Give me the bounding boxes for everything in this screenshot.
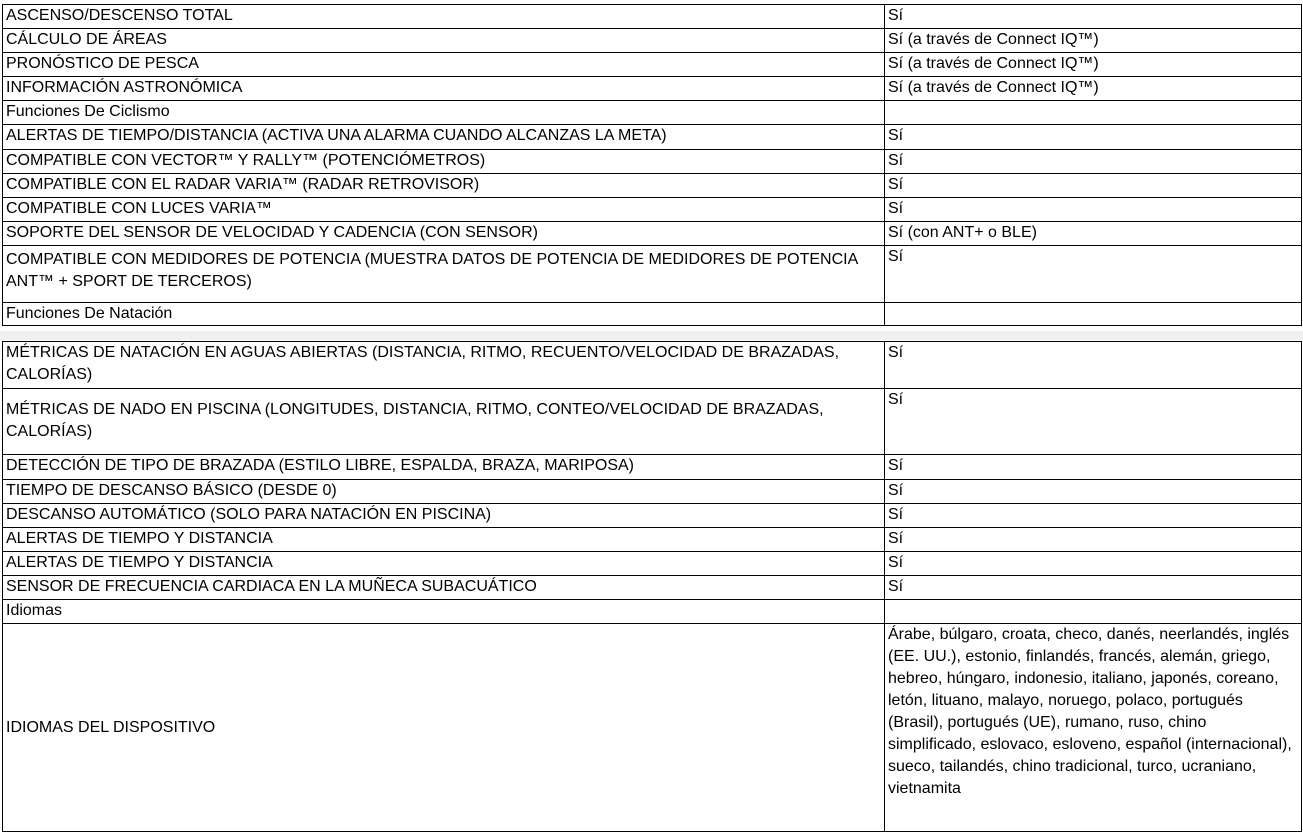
- table-row: [3, 624, 1302, 832]
- value-cell: Sí: [885, 480, 1302, 504]
- section-header-row: [3, 101, 1302, 125]
- table-row: [3, 125, 1302, 150]
- feature-cell: ALERTAS DE TIEMPO/DISTANCIA (ACTIVA UNA ALARMA CUANDO ALCANZAS LA META): [3, 125, 885, 150]
- value-cell: [885, 303, 1302, 326]
- value-cell: Sí: [885, 5, 1302, 29]
- value-cell: Sí: [885, 552, 1302, 576]
- table-row: [3, 198, 1302, 222]
- value-cell: Sí: [885, 455, 1302, 480]
- value-cell: Sí (a través de Connect IQ™): [885, 77, 1302, 101]
- value-cell: [885, 101, 1302, 125]
- feature-cell: IDIOMAS DEL DISPOSITIVO: [3, 624, 885, 832]
- value-cell: Sí: [885, 504, 1302, 528]
- section-header-row: [3, 600, 1302, 624]
- feature-cell: MÉTRICAS DE NADO EN PISCINA (LONGITUDES, DISTANCIA, RITMO, CONTEO/VELOCIDAD DE BRAZADAS, CALORÍAS): [3, 389, 885, 455]
- value-cell: Sí (a través de Connect IQ™): [885, 29, 1302, 53]
- feature-cell: COMPATIBLE CON EL RADAR VARIA™ (RADAR RETROVISOR): [3, 174, 885, 198]
- value-cell: Sí: [885, 342, 1302, 389]
- value-cell: Sí: [885, 125, 1302, 150]
- feature-cell: CÁLCULO DE ÁREAS: [3, 29, 885, 53]
- value-cell: Sí: [885, 198, 1302, 222]
- feature-cell: ALERTAS DE TIEMPO Y DISTANCIA: [3, 552, 885, 576]
- table-row: [3, 150, 1302, 174]
- table-row: [3, 389, 1302, 455]
- value-cell: Sí (a través de Connect IQ™): [885, 53, 1302, 77]
- table-row: [3, 528, 1302, 552]
- table-row: [3, 552, 1302, 576]
- table-row: [3, 5, 1302, 29]
- value-cell: Sí: [885, 150, 1302, 174]
- value-cell: Sí: [885, 576, 1302, 600]
- table-row: [3, 77, 1302, 101]
- feature-cell: MÉTRICAS DE NATACIÓN EN AGUAS ABIERTAS (DISTANCIA, RITMO, RECUENTO/VELOCIDAD DE BRAZADAS, CALORÍAS): [3, 342, 885, 389]
- spec-table-top: [2, 4, 1302, 326]
- feature-cell: ASCENSO/DESCENSO TOTAL: [3, 5, 885, 29]
- table-row: [3, 174, 1302, 198]
- table-row: [3, 29, 1302, 53]
- value-cell: Árabe, búlgaro, croata, checo, danés, neerlandés, inglés (EE. UU.), estonio, finlandés, francés, alemán, griego, hebreo, húngaro, indonesio, italiano, japonés, coreano, letón, lituano, malayo, noruego, polaco, portugués (Brasil), portugués (UE), rumano, ruso, chino simplificado, eslovaco, esloveno, español (internacional), sueco, tailandés, chino tradicional, turco, ucraniano, vietnamita: [885, 624, 1302, 832]
- value-cell: Sí: [885, 246, 1302, 303]
- feature-cell: PRONÓSTICO DE PESCA: [3, 53, 885, 77]
- feature-cell: COMPATIBLE CON LUCES VARIA™: [3, 198, 885, 222]
- feature-cell: COMPATIBLE CON VECTOR™ Y RALLY™ (POTENCIÓMETROS): [3, 150, 885, 174]
- section-header: Funciones De Natación: [3, 303, 885, 326]
- page-break-gap: [0, 331, 1303, 340]
- feature-cell: TIEMPO DE DESCANSO BÁSICO (DESDE 0): [3, 480, 885, 504]
- table-row: [3, 576, 1302, 600]
- table-row: [3, 342, 1302, 389]
- table-row: [3, 455, 1302, 480]
- value-cell: [885, 600, 1302, 624]
- feature-cell: COMPATIBLE CON MEDIDORES DE POTENCIA (MUESTRA DATOS DE POTENCIA DE MEDIDORES DE POTENCIA ANT™ + SPORT DE TERCEROS): [3, 246, 885, 303]
- value-cell: Sí: [885, 528, 1302, 552]
- feature-cell: SOPORTE DEL SENSOR DE VELOCIDAD Y CADENCIA (CON SENSOR): [3, 222, 885, 246]
- value-cell: Sí (con ANT+ o BLE): [885, 222, 1302, 246]
- feature-cell: INFORMACIÓN ASTRONÓMICA: [3, 77, 885, 101]
- table-row: [3, 53, 1302, 77]
- table-row: [3, 504, 1302, 528]
- feature-cell: DETECCIÓN DE TIPO DE BRAZADA (ESTILO LIBRE, ESPALDA, BRAZA, MARIPOSA): [3, 455, 885, 480]
- table-row: [3, 246, 1302, 303]
- spec-table-bottom: [2, 341, 1302, 832]
- table-row: [3, 222, 1302, 246]
- table-row: [3, 480, 1302, 504]
- section-header-row: [3, 303, 1302, 326]
- value-cell: Sí: [885, 174, 1302, 198]
- feature-cell: ALERTAS DE TIEMPO Y DISTANCIA: [3, 528, 885, 552]
- value-cell: Sí: [885, 389, 1302, 455]
- section-header: Funciones De Ciclismo: [3, 101, 885, 125]
- feature-cell: DESCANSO AUTOMÁTICO (SOLO PARA NATACIÓN EN PISCINA): [3, 504, 885, 528]
- section-header: Idiomas: [3, 600, 885, 624]
- feature-cell: SENSOR DE FRECUENCIA CARDIACA EN LA MUÑECA SUBACUÁTICO: [3, 576, 885, 600]
